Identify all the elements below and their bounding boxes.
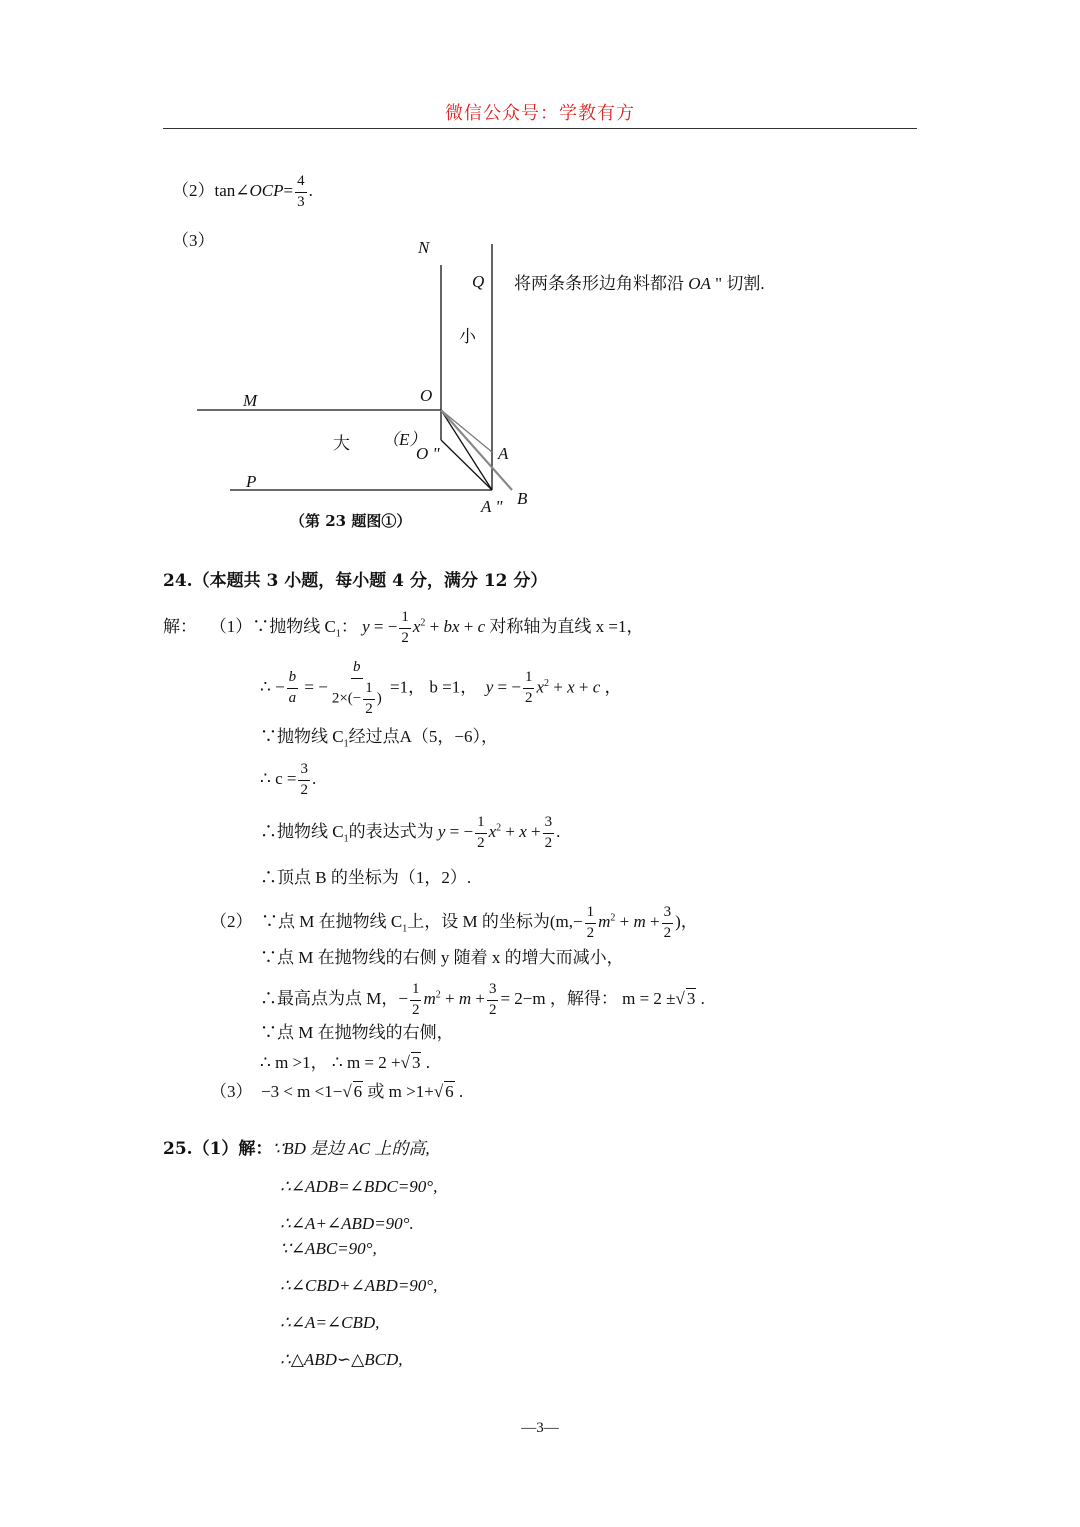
fig-label-E: （E） — [382, 430, 427, 449]
q23-part2-label: （2）tan∠ — [172, 181, 250, 201]
q24-p2-l3-b: = 2−m ，解得： m = 2 ± — [500, 989, 676, 1009]
q24-title: 24.（本题共 3 小题，每小题 4 分，满分 12 分） — [163, 571, 548, 591]
header-title: 微信公众号：学教有方 — [445, 103, 635, 123]
q25-l4: ∵∠ABC=90°, — [280, 1239, 377, 1258]
q24-p1-eq-y: y — [362, 617, 370, 637]
q24-p2-line2: ∵点 M 在抛物线的右侧 y 随着 x 的增大而减小， — [260, 948, 624, 967]
q25-title: 25.（1）解： — [163, 1139, 273, 1159]
q24-l5-mid: 的表达式为 — [348, 822, 434, 842]
q24-p3-label: （3） — [210, 1082, 253, 1101]
q24-l2-b: ， b =1， — [408, 677, 478, 697]
fig-label-A2: A " — [481, 497, 503, 516]
q25-l1: ∵BD 是边 AC 上的高, — [272, 1139, 430, 1158]
q24-p2-l3-sqrt: 3 — [686, 989, 696, 1009]
q24-p3: （3） −3 < m <1−√ 6 或 m >1+√ 6 . — [210, 1082, 464, 1101]
page-number: —3— — [521, 1420, 559, 1436]
q25-title-line — [163, 1140, 430, 1158]
q24-l2-therefore: ∴ − — [260, 677, 285, 697]
q25-l6: ∴∠A=∠CBD, — [280, 1313, 380, 1332]
fig-label-O2: O " — [416, 444, 440, 463]
q24-p1-axis: 对称轴为直线 — [489, 617, 592, 637]
q24-l3-pt: A（5，−6）， — [399, 727, 498, 746]
q24-p1-line1: 解： （1）∵抛物线 $C_1$： y = − $\frac{1}{2}$ $x^2$ + bx + c 对称轴为直线 x =1， — [163, 609, 644, 646]
q24-p2-l1-a: ∵点 M 在抛物线 C — [261, 912, 403, 932]
line-OA2 — [441, 410, 492, 490]
q24-l3-rest: 经过点 — [348, 727, 400, 746]
q24-p2-line5: ∴ m >1， ∴ m = 2 +√ 3 . — [260, 1053, 430, 1072]
q24-p2-line3: ∴最高点为点 M，− $\frac{1}{2}$ $m^2 + m$ + $\frac{3}{2}$ = 2−m ，解得： m = 2 ±√ 3 . — [260, 981, 705, 1018]
q24-p2-label: （2） — [210, 912, 253, 932]
fig-label-N: N — [418, 238, 430, 257]
fig-label-O: O — [420, 386, 433, 405]
fig-label-small: 小 — [459, 327, 476, 346]
q23-part2-eq: = — [283, 181, 294, 201]
q23-part3-var: OA — [688, 274, 711, 293]
q24-l4-start: ∴ c = — [260, 769, 297, 789]
q23-part2-end: . — [308, 181, 313, 201]
q23-figure — [0, 0, 1080, 540]
q23-figure-caption: （第 23 题图①） — [290, 512, 412, 530]
q24-p3-sqrt2: 6 — [445, 1082, 454, 1101]
fig-label-Q: Q — [472, 272, 485, 291]
fig-label-big: 大 — [333, 434, 350, 453]
q23-part2-var: OCP — [249, 181, 284, 201]
q24-p1-line5: ∴抛物线 $C_1$的表达式为 y = − $\frac{1}{2}$ $x^2 + x$ + $\frac{3}{2}$ . — [260, 814, 561, 851]
q24-p1-line2: ∴ − $\frac{b}{a}$ = − b 2×(− $\frac{1}{2}$ ) =1， b =1， y = − $\frac{1}{2}$ $x^2 + x + c$ ， — [260, 659, 622, 717]
q24-l2-frac-ba: $\frac{b}{a}$ — [288, 669, 297, 707]
q24-p2-line4: ∵点 M 在抛物线的右侧， — [260, 1023, 454, 1042]
q24-p1-colon: ： — [340, 617, 358, 637]
q23-part3-text-a: 将两条条形边角料都沿 — [514, 274, 684, 293]
fig-label-P: P — [246, 472, 257, 491]
q24-p1-label: （1）∵抛物线 C — [209, 617, 336, 637]
q24-p3-b: 或 m >1+ — [367, 1082, 434, 1101]
q24-p1-line6: ∴顶点 B 的坐标为（1，2）. — [260, 868, 472, 887]
q24-p1-frac: $\frac{1}{2}$ — [401, 609, 409, 646]
q23-part2-num: 4 — [295, 174, 307, 193]
q24-p1-axis-eq: x =1， — [595, 617, 644, 637]
q24-l4-end: . — [311, 769, 317, 789]
fig-label-M: M — [243, 391, 258, 410]
q24-p2-l1-b: 上，设 M 的坐标为(m, — [407, 912, 573, 932]
q25-l5: ∴∠CBD+∠ABD=90°, — [280, 1276, 438, 1295]
q24-p1-line4 — [260, 762, 316, 799]
q24-l3: ∵抛物线 C — [260, 727, 344, 746]
q24-l5-start: ∴抛物线 C — [260, 822, 344, 842]
q24-p2-l5-sqrt: 3 — [411, 1053, 421, 1072]
q25-l3: ∴∠A+∠ABD=90°. — [280, 1214, 414, 1233]
q25-l7: ∴△ABD∽△BCD, — [280, 1350, 403, 1369]
q23-part2-den: 3 — [297, 193, 305, 210]
q24-solve: 解： — [163, 617, 197, 637]
q24-p1-sub: 1 — [335, 628, 341, 640]
q25-l2: ∴∠ADB=∠BDC=90°, — [280, 1177, 438, 1196]
fig-label-B: B — [517, 489, 528, 508]
fig-label-A: A — [498, 444, 509, 463]
q24-p3-sqrt1: 6 — [353, 1082, 363, 1101]
q23-part3-label: （3） — [172, 231, 215, 250]
q24-p2-l3-a: ∴最高点为点 M， — [260, 989, 399, 1009]
q24-p1-line3: ∵抛物线 $C_1$经过点A（5，−6）， — [260, 727, 498, 750]
line-O2A2 — [441, 440, 492, 490]
q23-part3-text-b: " 切割. — [715, 274, 765, 293]
q24-l2-frac-big: b 2×(− $\frac{1}{2}$ ) — [331, 659, 382, 717]
q24-p2-line1: （2） ∵点 M 在抛物线 $C_1$上，设 M 的坐标为(m,− $\frac{1}{2}$ $m^2 + m$ + $\frac{3}{2}$ )， — [210, 904, 698, 941]
q24-p2-l5-a: ∴ m >1， ∴ m = 2 + — [260, 1053, 401, 1072]
q24-p3-a: −3 < m <1− — [261, 1082, 343, 1101]
q24-l4-frac: $\frac{3}{2}$ — [300, 761, 308, 798]
line-OA — [441, 410, 492, 452]
